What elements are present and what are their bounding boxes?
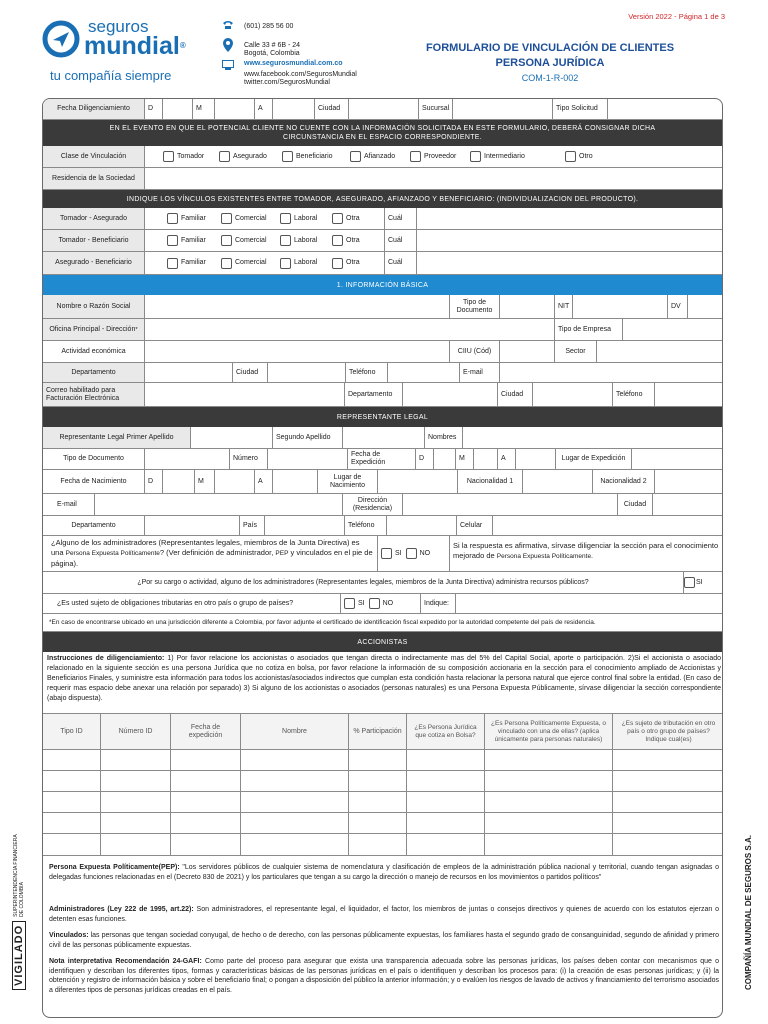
numero-field[interactable]	[268, 449, 348, 469]
logo-top-text: seguros	[88, 17, 149, 36]
rep-email-label: E-mail	[43, 494, 95, 515]
col-fecha-exp: Fecha de expedición	[171, 714, 241, 749]
fecha-nac-label: Fecha de Nacimiento	[43, 470, 145, 493]
table-header	[43, 714, 722, 750]
nac-a-label: A	[255, 470, 273, 493]
footnote-title: Nota interpretativa Recomendación 24-GAFI:	[49, 958, 202, 965]
checkbox[interactable]	[332, 258, 343, 269]
col-participacion: % Participación	[349, 714, 407, 749]
tributaria-no-checkbox[interactable]	[369, 598, 380, 609]
checkbox[interactable]	[332, 213, 343, 224]
checkbox[interactable]	[167, 235, 178, 246]
telefono-field[interactable]	[388, 363, 460, 382]
footnote-administradores	[49, 905, 719, 924]
fecha-label: Fecha Diligenciamiento	[43, 99, 145, 119]
pep-q-part: Persona Expuesta Políticamente	[65, 550, 160, 557]
exp-d-field[interactable]	[434, 449, 456, 469]
vinculo-options	[145, 208, 385, 229]
correo-fe-field[interactable]	[145, 383, 345, 406]
year-field[interactable]	[273, 99, 315, 119]
indique-field[interactable]	[456, 594, 723, 613]
tipo-solicitud-field[interactable]	[608, 99, 723, 119]
pais-field[interactable]	[265, 516, 345, 535]
form-container	[42, 98, 723, 1018]
ciiu-field[interactable]	[500, 341, 555, 362]
opt-label: Tomador	[177, 152, 205, 160]
opt-laboral[interactable]	[280, 258, 317, 269]
rep-telefono-label: Teléfono	[345, 516, 387, 535]
lugar-exp-label: Lugar de Expedición	[556, 449, 632, 469]
sector-field[interactable]	[597, 341, 723, 362]
pep-si-checkbox[interactable]	[381, 548, 392, 559]
footnote-pep	[49, 863, 719, 882]
exp-a-label: A	[498, 449, 516, 469]
checkbox[interactable]	[410, 151, 421, 162]
nac-m-label: M	[195, 470, 215, 493]
footnote-title: Administradores (Ley 222 de 1995, art.22):	[49, 906, 194, 913]
col-cotiza: ¿Es Persona Jurídica que cotiza en Bolsa?	[407, 714, 485, 749]
lugar-exp-field[interactable]	[632, 449, 723, 469]
table-row[interactable]	[43, 834, 722, 856]
opt-otra[interactable]	[332, 213, 360, 224]
lugar-nac-field[interactable]	[378, 470, 458, 493]
checkbox[interactable]	[163, 151, 174, 162]
direccion-label: Dirección (Residencia)	[343, 494, 403, 515]
dv-field[interactable]	[688, 295, 723, 318]
checkbox[interactable]	[280, 213, 291, 224]
footnote-text: las personas que tengan sociedad conyugal, de hecho o de derecho, con las personas públicamente expuestas, los familiares hasta el segundo grado de consanguinidad, segundo de afinidad y primero civil de las personas públicamente expuestas.	[49, 932, 719, 949]
opt-otro[interactable]	[565, 151, 593, 162]
registered-mark: ®	[179, 41, 186, 50]
cual-field[interactable]	[417, 252, 723, 274]
numero-label: Número	[230, 449, 268, 469]
indique-label: Indique:	[421, 594, 456, 613]
vinculo-options	[145, 252, 385, 274]
footnote-title: Vinculados:	[49, 932, 89, 939]
nac-d-field[interactable]	[163, 470, 195, 493]
vigilado-text: VIGILADO	[12, 921, 26, 990]
opt-label: Asegurado	[233, 152, 267, 160]
opt-comercial[interactable]	[221, 213, 267, 224]
actividad-field[interactable]	[145, 341, 450, 362]
opt-label: Afianzado	[364, 152, 396, 160]
section-informacion-basica: 1. INFORMACIÓN BÁSICA	[43, 275, 722, 295]
location-icon	[223, 38, 233, 52]
opt-label: Otro	[579, 152, 593, 160]
pep-answer	[378, 536, 450, 571]
opt-label: Familiar	[181, 259, 206, 266]
depto2-field[interactable]	[403, 383, 498, 406]
super-line1: SUPERINTENDENCIA FINANCIERA	[13, 834, 19, 917]
sucursal-field[interactable]	[453, 99, 553, 119]
ciudad-field[interactable]	[349, 99, 419, 119]
nac1-field[interactable]	[523, 470, 593, 493]
nombres-label: Nombres	[425, 427, 463, 448]
cual-label: Cuál	[385, 230, 417, 251]
exp-a-field[interactable]	[516, 449, 556, 469]
table-row[interactable]	[43, 771, 722, 792]
footnote-text: Son administradores, el representante legal, el liquidador, el factor, los miembros de juntas o consejos directivos y quienes de acuerdo con los estatutos ejerzan o detenten esas funciones.	[49, 906, 719, 923]
table-row[interactable]	[43, 792, 722, 813]
accionistas-instructions	[47, 654, 721, 704]
checkbox[interactable]	[282, 151, 293, 162]
instr-title: Instrucciones de diligenciamiento:	[47, 655, 165, 662]
footnote-vinculados	[49, 931, 719, 950]
rep-ciudad-field[interactable]	[653, 494, 723, 515]
opt-otra[interactable]	[332, 258, 360, 269]
opt-tomador[interactable]	[163, 151, 204, 162]
rep-tipo-doc-field[interactable]	[145, 449, 230, 469]
checkbox[interactable]	[350, 151, 361, 162]
nac2-field[interactable]	[655, 470, 723, 493]
checkbox[interactable]	[280, 235, 291, 246]
tipo-doc-field[interactable]	[500, 295, 555, 318]
tributaria-question: ¿Es usted sujeto de obligaciones tributarias en otro país o grupo de países?	[43, 594, 341, 613]
section-representante: REPRESENTANTE LEGAL	[43, 407, 722, 427]
telefono2-label: Teléfono	[613, 383, 655, 406]
table-row[interactable]	[43, 750, 722, 771]
checkbox[interactable]	[470, 151, 481, 162]
residencia-label: Residencia de la Sociedad	[43, 168, 145, 189]
month-field[interactable]	[215, 99, 255, 119]
ciudad2-field[interactable]	[533, 383, 613, 406]
cual-label: Cuál	[385, 208, 417, 229]
tributaria-si-checkbox[interactable]	[344, 598, 355, 609]
checkbox[interactable]	[221, 258, 232, 269]
col-tributacion: ¿Es sujeto de tributación en otro país o otro grupo de países? Indique cual(es)	[621, 719, 716, 743]
asterisk: *	[135, 326, 138, 333]
version-year: 2022	[655, 12, 673, 21]
tributaria-answer	[341, 594, 421, 613]
form-subtitle: PERSONA JURÍDICA	[495, 57, 605, 69]
checkbox[interactable]	[221, 235, 232, 246]
email-field[interactable]	[500, 363, 723, 382]
company-vertical-name: COMPAÑÍA MUNDIAL DE SEGUROS S.A.	[744, 835, 753, 990]
exp-m-label: M	[456, 449, 474, 469]
si-label: SI	[358, 599, 365, 607]
logo-emblem-icon	[42, 20, 80, 58]
checkbox[interactable]	[167, 258, 178, 269]
oficina-label	[43, 319, 145, 340]
opt-label: Beneficiario	[296, 152, 333, 160]
si-label: SI	[395, 549, 402, 557]
form-title: FORMULARIO DE VINCULACIÓN DE CLIENTES	[425, 42, 675, 54]
version-label: Versión	[628, 12, 654, 21]
primer-apellido-label: Representante Legal Primer Apellido	[43, 427, 191, 448]
form-code: COM-1-R-002	[521, 73, 579, 83]
col-tipo-id: Tipo ID	[43, 714, 101, 749]
checkbox[interactable]	[565, 151, 576, 162]
ciudad-label: Ciudad	[315, 99, 349, 119]
exp-d-label: D	[416, 449, 434, 469]
opt-proveedor[interactable]	[410, 151, 456, 162]
checkbox[interactable]	[167, 213, 178, 224]
celular-field[interactable]	[493, 516, 723, 535]
footnote-gafi	[49, 957, 719, 995]
rep-email-field[interactable]	[95, 494, 343, 515]
opt-afianzado[interactable]	[350, 151, 395, 162]
year-label: A	[255, 99, 273, 119]
notice-bar-2: INDIQUE LOS VÍNCULOS EXISTENTES ENTRE TOMADOR, ASEGURADO, AFIANZADO Y BENEFICIARIO: (INDIVIDUALIZACION DEL PRODUCTO).	[43, 190, 722, 208]
pep-ans-part: Persona Expuesta Políticamente.	[496, 553, 593, 560]
address-line1: Calle 33 # 6B - 24	[244, 42, 301, 49]
recursos-question: ¿Por su cargo o actividad, alguno de los administradores (Representantes legales, miembros de la Junta Directiva) administra recursos públicos?	[43, 572, 684, 593]
opt-label: Laboral	[294, 214, 318, 222]
opt-laboral[interactable]	[280, 213, 317, 224]
website-link[interactable]: www.segurosmundial.com.co	[244, 60, 343, 67]
opt-familiar[interactable]	[167, 235, 206, 246]
pep-ans-part: Si la respuesta es afirmativa, sírvase diligenciar la sección para el conocimiento mejorado de	[453, 541, 719, 560]
sucursal-label: Sucursal	[419, 99, 453, 119]
opt-label: Proveedor	[424, 152, 457, 160]
fecha-exp-label: Fecha de Expedición	[348, 449, 416, 469]
ciudad-field[interactable]	[268, 363, 346, 382]
residencia-field[interactable]	[145, 168, 723, 189]
footnote-title: Persona Expuesta Políticamente(PEP):	[49, 864, 180, 871]
opt-label: Otra	[346, 214, 360, 222]
opt-laboral[interactable]	[280, 235, 317, 246]
pep-instruction	[450, 536, 723, 571]
correo-fe-label: Correo habilitado para Facturación Electrónica	[43, 383, 145, 406]
dv-label: DV	[668, 295, 688, 318]
opt-beneficiario[interactable]	[282, 151, 333, 162]
col-pep: ¿Es Persona Políticamente Expuesta, o vinculado con una de ellas? (aplica únicamente para personas naturales)	[485, 714, 613, 749]
rep-depto-field[interactable]	[145, 516, 240, 535]
opt-familiar[interactable]	[167, 213, 206, 224]
actividad-label: Actividad económica	[43, 341, 145, 362]
jurisdiccion-note: *En caso de encontrarse ubicado en una jurisdicción diferente a Colombia, por favor adjunte el certificado de identificación fiscal expedido por la autoridad competente del país de residencia.	[49, 618, 596, 626]
opt-label: Familiar	[181, 236, 206, 244]
nac1-label: Nacionalidad 1	[458, 470, 523, 493]
checkbox[interactable]	[221, 213, 232, 224]
pep-q-part: y vinculados en el pie de página).	[51, 548, 373, 568]
vinculo-label: Tomador - Asegurado	[43, 208, 145, 229]
opt-comercial[interactable]	[221, 258, 267, 269]
sector-label: Sector	[555, 341, 597, 362]
segundo-apellido-label: Segundo Apellido	[273, 427, 343, 448]
twitter-link[interactable]: twitter.com/SegurosMundial	[244, 79, 330, 86]
oficina-label-text: Oficina Principal - Dirección	[49, 325, 136, 333]
segundo-apellido-field[interactable]	[343, 427, 425, 448]
nac-a-field[interactable]	[273, 470, 318, 493]
oficina-field[interactable]	[145, 319, 555, 340]
nombre-label: Nombre o Razón Social	[43, 295, 145, 318]
opt-familiar[interactable]	[167, 258, 206, 269]
nit-field[interactable]	[573, 295, 668, 318]
cual-field[interactable]	[417, 208, 723, 229]
opt-label: Intermediario	[484, 152, 525, 160]
clase-options	[145, 146, 723, 167]
si-label: SI	[696, 578, 703, 586]
notice-bar-1: EN EL EVENTO EN QUE EL POTENCIAL CLIENTE NO CUENTE CON LA INFORMACIÓN SOLICITADA EN ESTE FORMULARIO, DEBERÁ CONSIGNAR DICHA CIRCUNSTANCIA EN EL ESPACIO CORRESPONDIENTE.	[43, 120, 722, 146]
tipo-doc-label: Tipo de Documento	[450, 295, 500, 318]
super-line2: DE COLOMBIA	[19, 882, 25, 917]
col-numero-id: Número ID	[101, 714, 171, 749]
recursos-si-checkbox[interactable]	[684, 577, 695, 588]
nombres-field[interactable]	[463, 427, 723, 448]
nombre-field[interactable]	[145, 295, 450, 318]
pep-q-part: PEP	[275, 550, 289, 557]
celular-label: Celular	[457, 516, 493, 535]
rep-telefono-field[interactable]	[387, 516, 457, 535]
primer-apellido-field[interactable]	[191, 427, 273, 448]
day-field[interactable]	[163, 99, 193, 119]
telefono-label: Teléfono	[346, 363, 388, 382]
opt-asegurado[interactable]	[219, 151, 267, 162]
pep-q-part: ? (Ver definición de administrador,	[159, 548, 276, 557]
web-icon	[222, 60, 234, 70]
cual-field[interactable]	[417, 230, 723, 251]
nit-label: NIT	[555, 295, 573, 318]
ciudad-label: Ciudad	[233, 363, 268, 382]
pep-question	[43, 536, 378, 571]
lugar-nac-label: Lugar de Nacimiento	[318, 470, 378, 493]
page-indicator: - Página 1 de 3	[674, 12, 725, 21]
vinculo-label: Tomador - Beneficiario	[43, 230, 145, 251]
day-label: D	[145, 99, 163, 119]
section-accionistas: ACCIONISTAS	[43, 632, 722, 652]
rep-tipo-doc-label: Tipo de Documento	[43, 449, 145, 469]
recursos-answer	[684, 572, 723, 593]
opt-otra[interactable]	[332, 235, 360, 246]
depto-field[interactable]	[145, 363, 233, 382]
ciiu-label: CIIU (Cód)	[450, 341, 500, 362]
phone-number: (601) 285 56 00	[244, 23, 294, 30]
vinculo-options	[145, 230, 385, 251]
depto-label: Departamento	[43, 363, 145, 382]
nac-m-field[interactable]	[215, 470, 255, 493]
vigilado-stamp	[12, 834, 26, 990]
opt-label: Comercial	[235, 236, 267, 244]
opt-label: Comercial	[235, 259, 267, 266]
telefono2-field[interactable]	[655, 383, 723, 406]
tipo-solicitud-label: Tipo Solicitud	[553, 99, 608, 119]
opt-label: Otra	[346, 236, 360, 244]
ciudad2-label: Ciudad	[498, 383, 533, 406]
cual-label: Cuál	[385, 252, 417, 274]
checkbox[interactable]	[280, 258, 291, 269]
rep-ciudad-label: Ciudad	[618, 494, 653, 515]
vinculo-label: Asegurado - Beneficiario	[43, 252, 145, 274]
footnote-text: "Los servidores públicos de cualquier sistema de nomenclatura y clasificación de empleos de la administración pública nacional y territorial, cuando tengan asignadas o delegadas funciones relacionadas en el (Decreto 830 de 2021) y los particulares que tengan a su cargo la dirección o manejo de recursos en los movimientos o partidos políticos"	[49, 864, 719, 881]
instr-text: 1) Por favor relacione los accionistas o asociados que tengan directa o indirectamente mas del 5% del Capital Social, aporte o participación. 2)Si el accionista o asociado relacionado en la siguiente sección es una persona Jurídica que no cotiza en bolsa, por favor relacione la información de su composición accionaria en la sección para el conocimiento ampliado de Accionistas y Beneficiarios Finales, y suministre esta información para todos los accionistas/asociados indirectos que cumplan esta condición hasta relacionar la persona natural que ejerce control final sobre la entidad. (En caso de requerir mas espacio debe anexar una relación por separado) 3) Si alguno de los accionistas o asociados (personas naturales) es una Persona Expuesta Públicamente, sírvase diligenciar la sección correspondiente (abajo dispuesta).	[47, 655, 721, 702]
exp-m-field[interactable]	[474, 449, 498, 469]
footnote-text: Como parte del proceso para asegurar que exista una transparencia adecuada sobre las personas jurídicas, los países deben contar con mecanismos que o identifiquen y describan los diferentes tipos, formas y características básicas de las personas jurídicas en el país o identifiquen y describan los procesos para: (i) la creación de esas personas jurídicas; y (ii) la obtención y registro de información básica y sobre el beneficiario final; o pongan a disposición del público la anterior información; y o evalúen los riesgos de lavado de activos y financiamiento del terrorismo asociados a diferentes tipos de personas jurídicas creadas en el país.	[49, 958, 719, 994]
pep-no-checkbox[interactable]	[406, 548, 417, 559]
address-line2: Bogotá, Colombia	[244, 50, 300, 57]
accionistas-table	[43, 713, 722, 857]
opt-label: Laboral	[294, 236, 318, 244]
logo	[42, 18, 202, 68]
rep-depto-label: Departamento	[43, 516, 145, 535]
clase-label: Clase de Vinculación	[43, 146, 145, 167]
no-label: NO	[419, 549, 431, 557]
checkbox[interactable]	[332, 235, 343, 246]
facebook-link[interactable]: www.facebook.com/SegurosMundial	[244, 71, 357, 78]
logo-main-text: mundial	[84, 32, 180, 60]
col-nombre: Nombre	[241, 714, 349, 749]
opt-label: Laboral	[294, 259, 318, 266]
superintendencia-text	[13, 834, 25, 917]
tipo-empresa-field[interactable]	[623, 319, 723, 340]
table-row[interactable]	[43, 813, 722, 834]
opt-label: Otra	[346, 259, 360, 266]
no-label: NO	[382, 599, 394, 607]
direccion-field[interactable]	[403, 494, 618, 515]
nac2-label: Nacionalidad 2	[593, 470, 655, 493]
pep-q-part: ¿Alguno de los administradores (Representantes legales, miembros de la Junta Directiva) es una	[51, 538, 360, 557]
opt-intermediario[interactable]	[470, 151, 525, 162]
tipo-empresa-label: Tipo de Empresa	[555, 319, 623, 340]
pais-label: País	[240, 516, 265, 535]
month-label: M	[193, 99, 215, 119]
tagline: tu compañía siempre	[50, 68, 172, 83]
opt-label: Familiar	[181, 214, 206, 222]
email-label: E-mail	[460, 363, 500, 382]
depto2-label: Departamento	[345, 383, 403, 406]
phone-icon	[222, 20, 234, 30]
opt-label: Comercial	[235, 214, 267, 222]
opt-comercial[interactable]	[221, 235, 267, 246]
nac-d-label: D	[145, 470, 163, 493]
checkbox[interactable]	[219, 151, 230, 162]
